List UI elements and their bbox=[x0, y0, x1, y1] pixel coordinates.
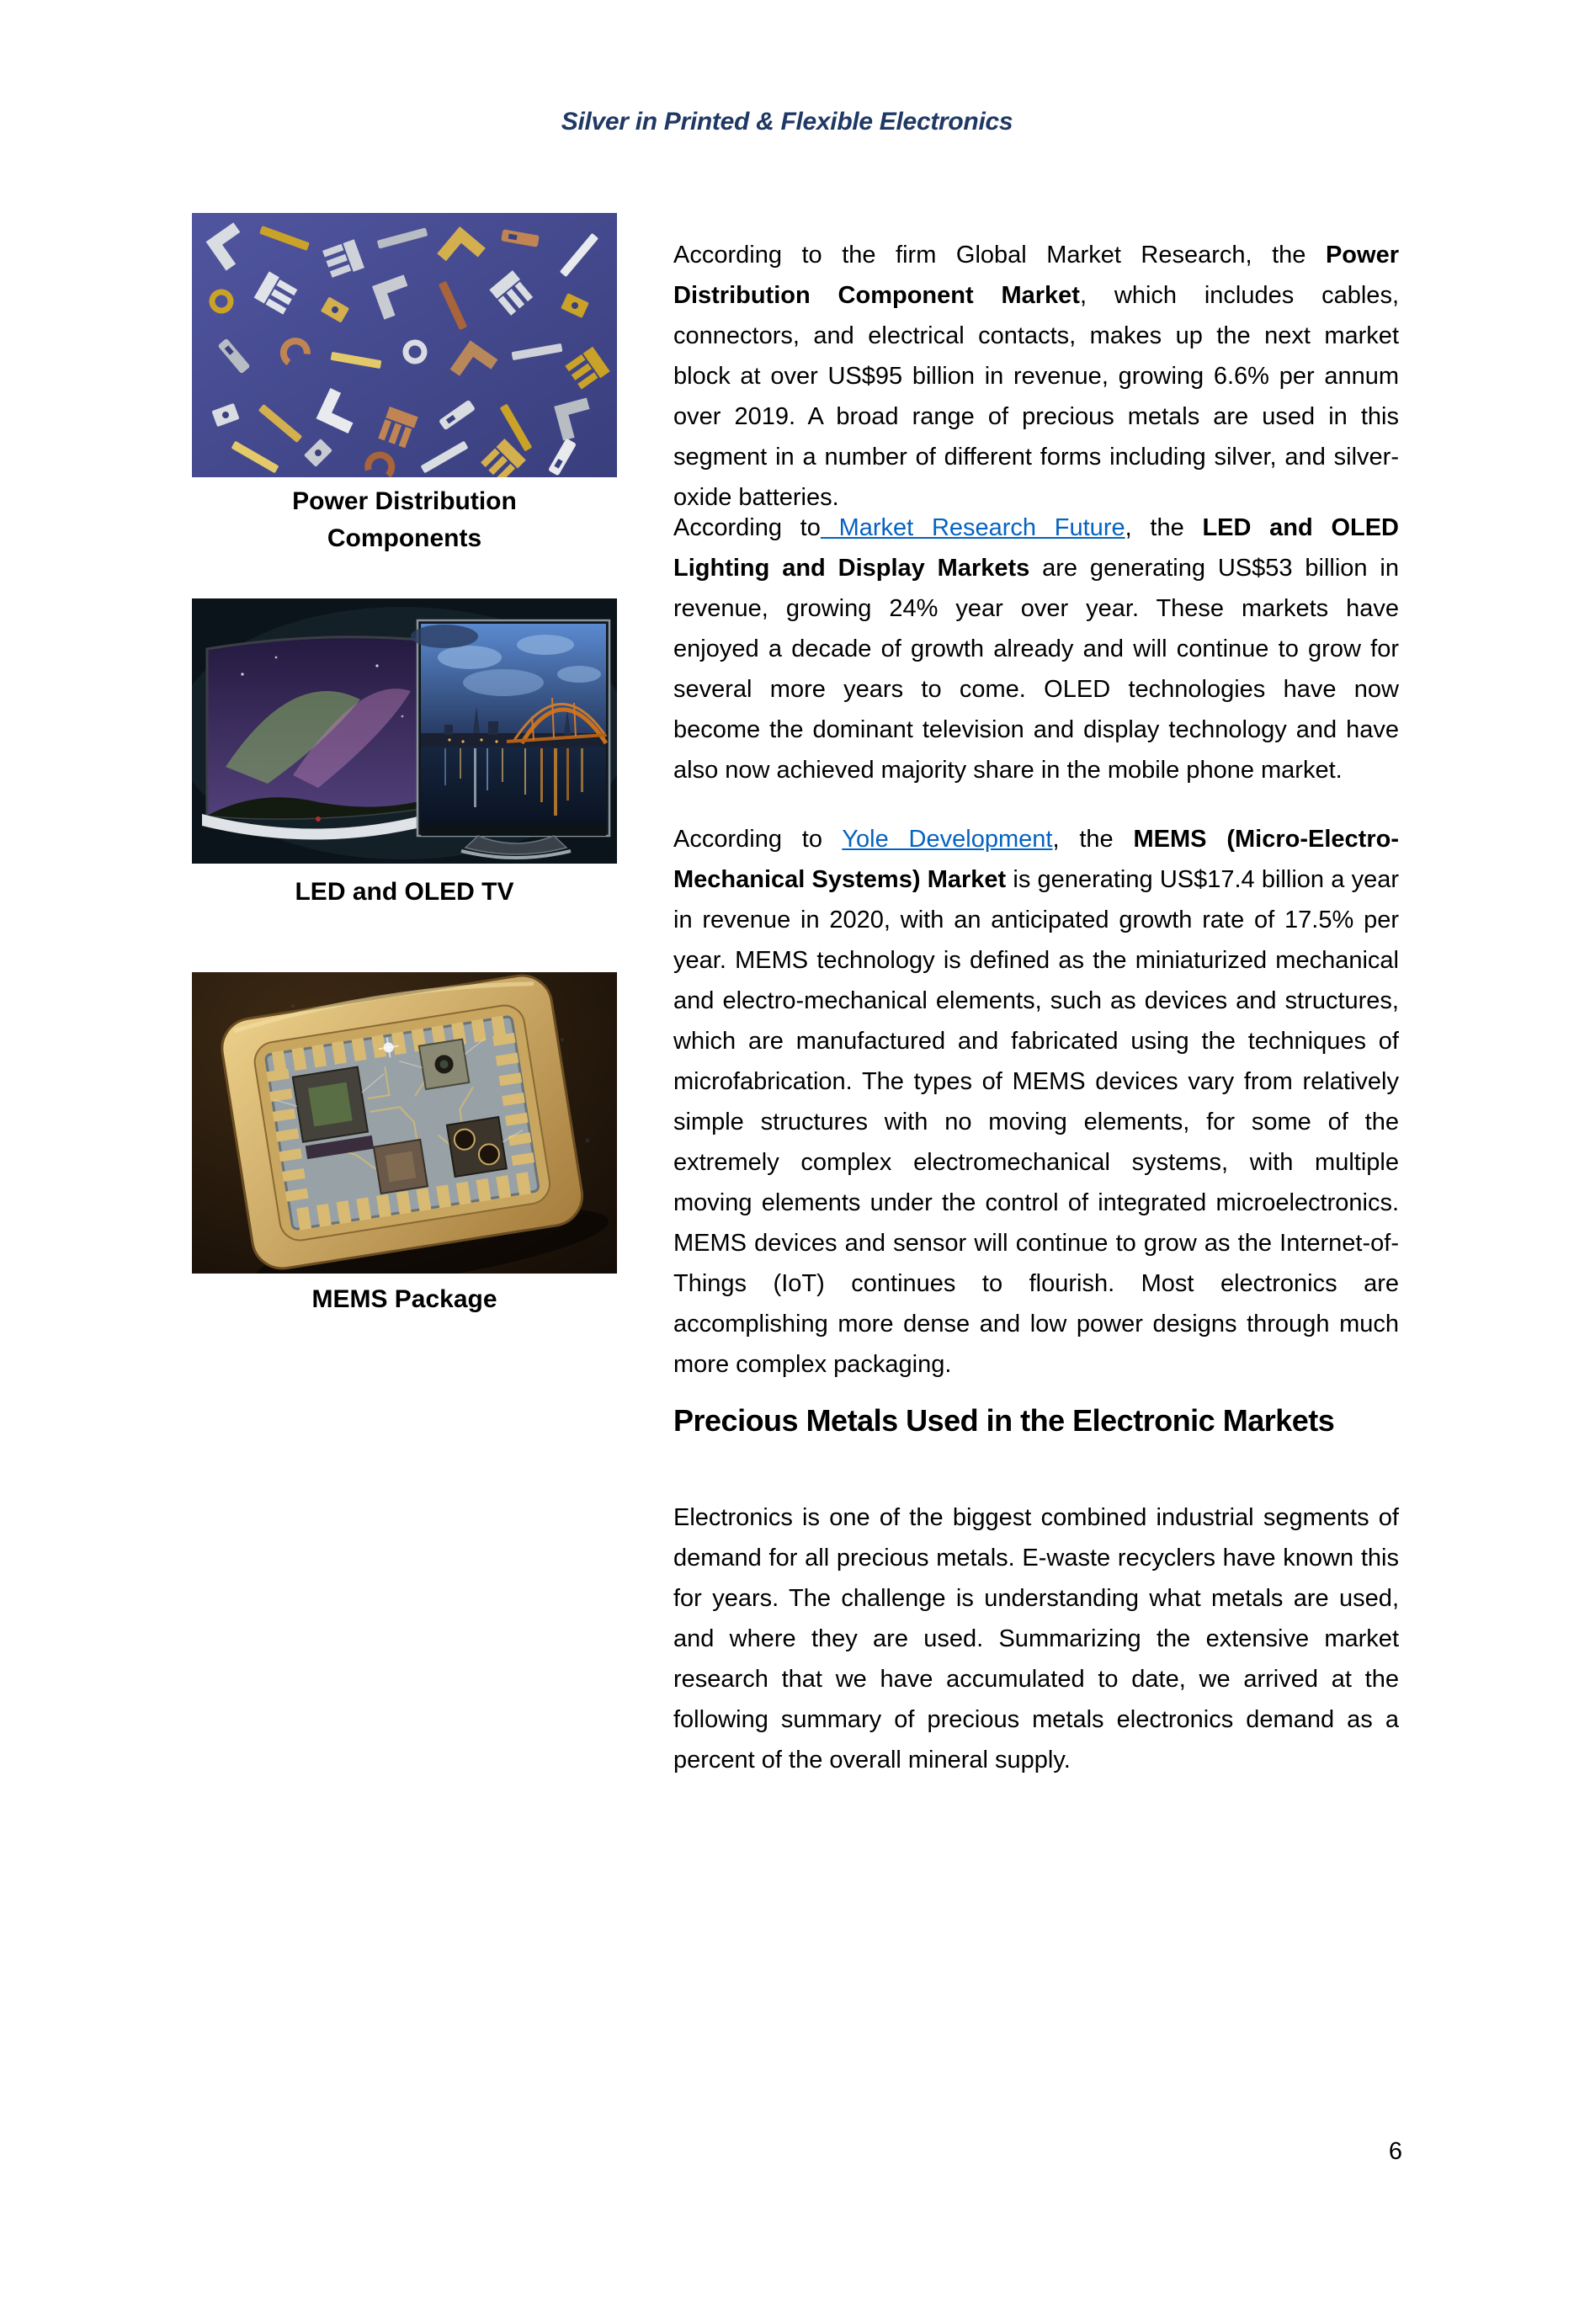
caption-line: LED and OLED TV bbox=[295, 878, 514, 906]
bold-text-segment: Power Distribution Component Market bbox=[673, 242, 1399, 309]
mems-package-illustration bbox=[192, 972, 617, 1274]
text-segment: According to bbox=[673, 826, 843, 853]
mems-package-image bbox=[192, 972, 617, 1274]
text-segment: Electronics is one of the biggest combined industrial segments of demand for all precious metals. E-waste recyclers have known this for years. The challenge is understanding what metals are used, and where they are used. Summarizing the extensive market research that we have accumulated to date, we arrived at the following summary of precious metals electronics demand as a percent of the overall mineral supply. bbox=[673, 1504, 1399, 1774]
led-and-oled-tv-image bbox=[192, 598, 617, 864]
tv-illustration bbox=[192, 598, 617, 864]
paragraph-mems bbox=[673, 819, 1399, 1385]
text-segment: is generating US$17.4 billion a year in revenue in 2020, with an anticipated growth rate of 17.5% per year. MEMS technology is defined as the miniaturized mechanical and electro-mechanical elements, such as devices and structures, which are manufactured and fabricated using the techniques of microfabrication. The types of MEMS devices vary from relatively simple structures with no moving elements, for some of the extremely complex electromechanical systems, with multiple moving elements under the control of integrated microelectronics. MEMS devices and sensor will continue to grow as the Internet-of-Things (IoT) continues to flourish. Most electronics are accomplishing more dense and low power designs through much more complex packaging. bbox=[673, 866, 1399, 1378]
paragraph-power-distribution bbox=[673, 235, 1399, 518]
text-segment: are generating US$53 billion in revenue, growing 24% year over year. These markets have enjoyed a decade of growth already and will continue to grow for several more years to come. OLED technologies have now become the dominant television and display technology and have also now achieved majority share in the mobile phone market. bbox=[673, 555, 1399, 784]
paragraph-led-oled bbox=[673, 508, 1399, 790]
figure-caption-mems-package bbox=[192, 1281, 617, 1318]
text-segment: According to the firm Global Market Research, the bbox=[673, 242, 1326, 269]
document-header-title: Silver in Printed & Flexible Electronics bbox=[561, 108, 1013, 136]
caption-line: MEMS Package bbox=[311, 1285, 497, 1313]
text-segment: According to bbox=[673, 514, 821, 541]
yole-development-link[interactable]: Yole Development bbox=[842, 826, 1053, 853]
bold-text-segment: MEMS (Micro-Electro-Mechanical Systems) Market bbox=[673, 826, 1399, 893]
bold-text-segment: LED and OLED Lighting and Display Markets bbox=[673, 514, 1399, 582]
page-number: 6 bbox=[1388, 2138, 1403, 2165]
market-research-future-link[interactable]: Market Research Future bbox=[820, 514, 1125, 541]
text-segment: , the bbox=[1125, 514, 1203, 541]
metal-stampings-illustration bbox=[192, 213, 617, 477]
text-segment: , which includes cables, connectors, and electrical contacts, makes up the next market block at over US$95 billion in revenue, growing 6.6% per annum over 2019. A broad range of precious metals are used in this segment in a number of different forms including silver, and silver-oxide batteries. bbox=[673, 282, 1399, 511]
caption-line: Power Distribution bbox=[292, 487, 517, 515]
text-segment: , the bbox=[1052, 826, 1134, 853]
caption-line: Components bbox=[327, 524, 482, 552]
paragraph-precious-metals-intro bbox=[673, 1497, 1399, 1780]
figure-caption-power-distribution bbox=[192, 483, 617, 557]
section-heading-precious-metals: Precious Metals Used in the Electronic Markets bbox=[673, 1403, 1335, 1439]
power-distribution-components-image bbox=[192, 213, 617, 477]
figure-caption-led-oled-tv bbox=[192, 874, 617, 911]
